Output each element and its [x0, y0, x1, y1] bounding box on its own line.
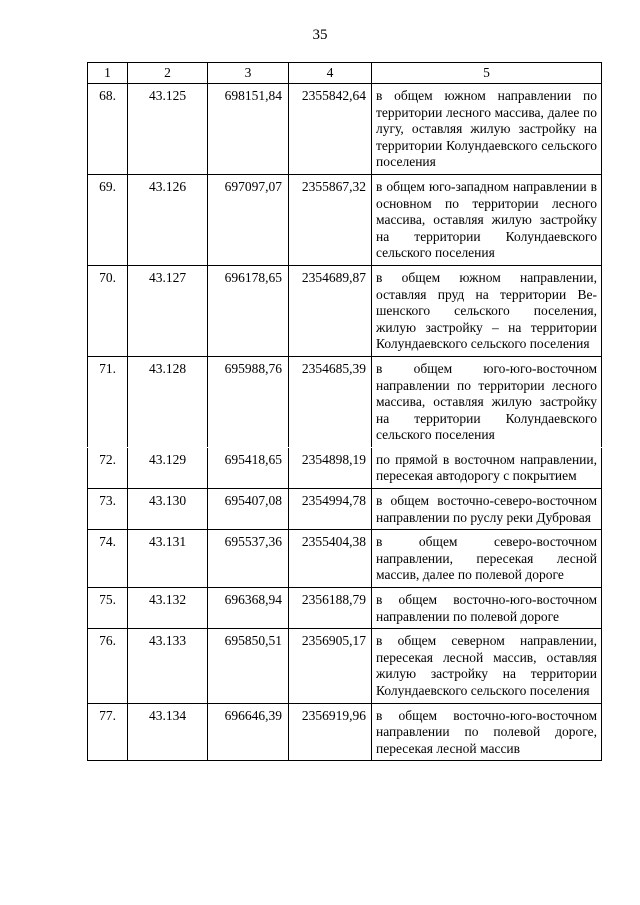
coordinate-y: 2354689,87	[289, 265, 372, 356]
table-row	[88, 174, 602, 265]
point-id: 43.125	[128, 84, 208, 175]
point-id: 43.126	[128, 174, 208, 265]
column-header-3: 3	[208, 63, 289, 84]
row-number: 71.	[88, 356, 128, 447]
row-number: 74.	[88, 530, 128, 588]
boundary-description: в общем восточно-юго-восточном направлении по полевой дороге	[372, 588, 602, 629]
point-id: 43.129	[128, 447, 208, 488]
coordinate-x: 698151,84	[208, 84, 289, 175]
coordinate-x: 695988,76	[208, 356, 289, 447]
row-number: 70.	[88, 265, 128, 356]
point-id: 43.131	[128, 530, 208, 588]
coordinate-x: 696368,94	[208, 588, 289, 629]
table-row	[88, 588, 602, 629]
table-row	[88, 84, 602, 175]
boundary-table	[87, 62, 602, 761]
row-number: 72.	[88, 447, 128, 488]
boundary-description: в общем северо-восточном направлении, пересекая лесной массив, далее по полевой дороге	[372, 530, 602, 588]
boundary-description: в общем южном направлении, оставляя пруд на территории Вешенского сельского поселения, жилую застройку – на территории Колундаевского сельского поселения	[372, 265, 602, 356]
column-header-4: 4	[289, 63, 372, 84]
coordinate-y: 2355404,38	[289, 530, 372, 588]
coordinate-y: 2355842,64	[289, 84, 372, 175]
row-number: 73.	[88, 489, 128, 530]
coordinate-x: 695418,65	[208, 447, 289, 488]
coordinate-y: 2354994,78	[289, 489, 372, 530]
point-id: 43.130	[128, 489, 208, 530]
row-number: 68.	[88, 84, 128, 175]
point-id: 43.127	[128, 265, 208, 356]
coordinate-y: 2356919,96	[289, 703, 372, 761]
boundary-description: в общем восточно-северо-восточном направлении по руслу реки Дубровая	[372, 489, 602, 530]
table-row	[88, 530, 602, 588]
table-row	[88, 447, 602, 488]
coordinate-x: 695537,36	[208, 530, 289, 588]
boundary-description: в общем северном направлении, пересекая лесной массив, оставляя жилую застройку на территории Колундаевского сельского поселения	[372, 629, 602, 703]
header-row	[88, 63, 602, 84]
row-number: 77.	[88, 703, 128, 761]
coordinate-x: 696646,39	[208, 703, 289, 761]
coordinate-x: 697097,07	[208, 174, 289, 265]
point-id: 43.134	[128, 703, 208, 761]
coordinate-x: 695850,51	[208, 629, 289, 703]
column-header-5: 5	[372, 63, 602, 84]
coordinate-y: 2354898,19	[289, 447, 372, 488]
row-number: 75.	[88, 588, 128, 629]
page-number: 35	[312, 27, 328, 43]
point-id: 43.132	[128, 588, 208, 629]
table-row	[88, 489, 602, 530]
point-id: 43.133	[128, 629, 208, 703]
coordinate-y: 2354685,39	[289, 356, 372, 447]
table-row	[88, 629, 602, 703]
coordinate-y: 2356188,79	[289, 588, 372, 629]
boundary-description: по прямой в восточном направлении, пересекая автодорогу с покрытием	[372, 447, 602, 488]
column-header-2: 2	[128, 63, 208, 84]
boundary-description: в общем юго-западном направлении в основном по территории лесного массива, оставляя жилую застройку на территории Колундаевского сельского поселения	[372, 174, 602, 265]
table-row	[88, 265, 602, 356]
point-id: 43.128	[128, 356, 208, 447]
row-number: 69.	[88, 174, 128, 265]
coordinate-x: 696178,65	[208, 265, 289, 356]
coordinate-y: 2355867,32	[289, 174, 372, 265]
coordinate-y: 2356905,17	[289, 629, 372, 703]
boundary-description: в общем восточно-юго-восточном направлении по полевой дороге, пересекая лесной массив	[372, 703, 602, 761]
table-row	[88, 703, 602, 761]
boundary-description: в общем юго-юго-восточном направлении по территории лесного массива, оставляя жилую застройку на территории Колундаевского сельского поселения	[372, 356, 602, 447]
coordinate-x: 695407,08	[208, 489, 289, 530]
table-row	[88, 356, 602, 447]
column-header-1: 1	[88, 63, 128, 84]
boundary-description: в общем южном направлении по территории лесного массива, далее по лугу, оставляя жилую застройку на территории Колундаевского сельского поселения	[372, 84, 602, 175]
row-number: 76.	[88, 629, 128, 703]
